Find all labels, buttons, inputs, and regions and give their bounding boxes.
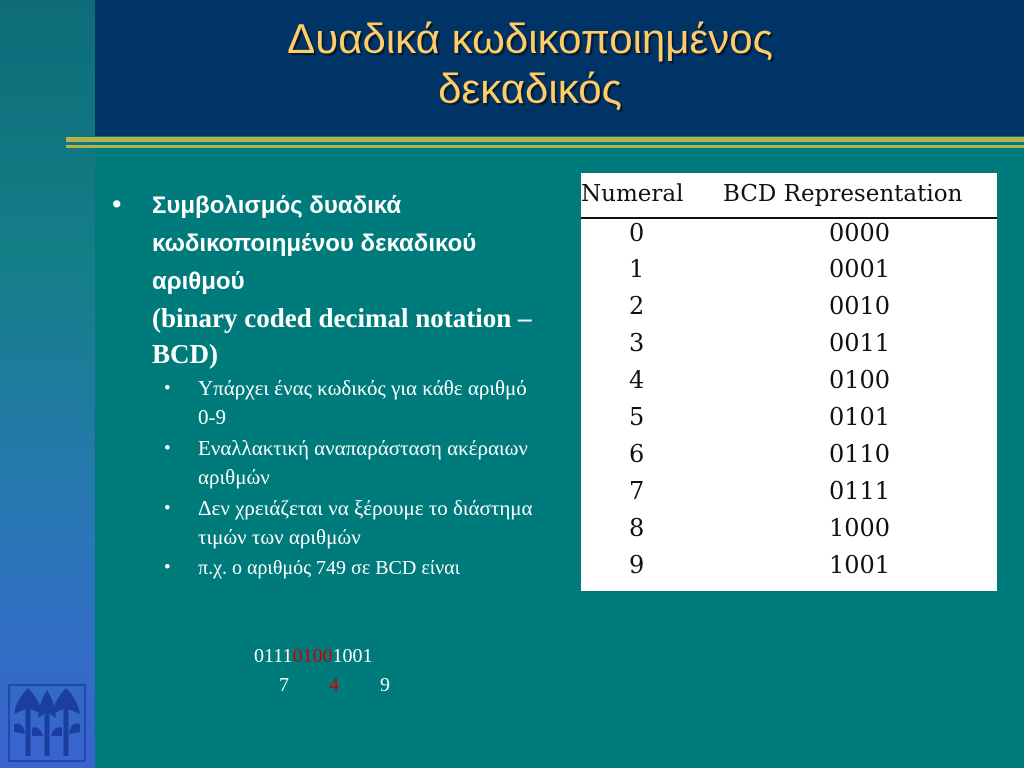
sub-bullet-marker: • bbox=[164, 498, 171, 519]
row-numeral: 6 bbox=[629, 440, 645, 468]
main-bullet-latin: (binary coded decimal notation – BCD) bbox=[152, 303, 532, 369]
table-row bbox=[581, 329, 997, 365]
header-numeral: Numeral bbox=[581, 181, 684, 207]
sub-bullet-1 bbox=[108, 374, 548, 432]
bcd-example bbox=[254, 642, 390, 700]
table-row bbox=[581, 366, 997, 402]
left-gradient-band bbox=[0, 0, 95, 768]
code-part-3: 1001 bbox=[332, 645, 373, 667]
row-bcd: 0001 bbox=[829, 255, 891, 283]
university-tree-logo-icon bbox=[8, 684, 86, 762]
table-row bbox=[581, 440, 997, 476]
sub-bullet-marker: • bbox=[164, 557, 171, 578]
table-row bbox=[581, 514, 997, 550]
title-divider-thick bbox=[66, 137, 1024, 142]
digit-3: 9 bbox=[380, 674, 390, 696]
sub-bullet-text: Δεν χρειάζεται να ξέρουμε το διάστημα τιμών των αριθμών bbox=[198, 496, 533, 549]
row-bcd: 0011 bbox=[829, 329, 891, 357]
table-row bbox=[581, 403, 997, 439]
digit-2-highlighted: 4 bbox=[329, 674, 339, 696]
row-numeral: 9 bbox=[629, 551, 645, 579]
table-row bbox=[581, 219, 997, 255]
row-numeral: 8 bbox=[629, 514, 645, 542]
sub-bullet-marker: • bbox=[164, 378, 171, 399]
slide-title bbox=[95, 14, 965, 114]
row-bcd: 0100 bbox=[829, 366, 891, 394]
code-part-1: 0111 bbox=[254, 645, 293, 667]
table-header bbox=[581, 181, 997, 217]
row-numeral: 7 bbox=[629, 477, 645, 505]
row-bcd: 0000 bbox=[829, 219, 891, 247]
row-bcd: 0101 bbox=[829, 403, 891, 431]
row-numeral: 4 bbox=[629, 366, 645, 394]
row-numeral: 0 bbox=[629, 219, 645, 247]
row-numeral: 2 bbox=[629, 292, 645, 320]
sub-bullet-2 bbox=[108, 434, 548, 492]
row-numeral: 3 bbox=[629, 329, 645, 357]
sub-bullet-text: π.χ. ο αριθμός 749 σε BCD είναι bbox=[198, 557, 461, 579]
table-row bbox=[581, 551, 997, 587]
row-bcd: 0010 bbox=[829, 292, 891, 320]
sub-bullet-marker: • bbox=[164, 438, 171, 459]
title-line-2: δεκαδικός bbox=[438, 65, 622, 112]
row-bcd: 0110 bbox=[829, 440, 891, 468]
sub-bullet-text: Υπάρχει ένας κωδικός για κάθε αριθμό 0-9 bbox=[198, 376, 527, 429]
sub-bullet-3 bbox=[108, 494, 548, 552]
sub-bullet-text: Εναλλακτική αναπαράσταση ακέραιων αριθμών bbox=[198, 436, 528, 489]
digit-1: 7 bbox=[279, 674, 289, 696]
header-bcd-representation: BCD Representation bbox=[723, 181, 963, 207]
table-row bbox=[581, 292, 997, 328]
row-bcd: 0111 bbox=[829, 477, 891, 505]
table-row bbox=[581, 255, 997, 291]
bcd-table bbox=[581, 173, 997, 591]
row-bcd: 1001 bbox=[829, 551, 891, 579]
table-row bbox=[581, 477, 997, 513]
main-bullet bbox=[108, 186, 548, 372]
row-bcd: 1000 bbox=[829, 514, 891, 542]
code-part-2-highlighted: 0100 bbox=[292, 645, 333, 667]
bullet-marker: • bbox=[112, 189, 122, 219]
main-bullet-greek: Συμβολισμός δυαδικά κωδικοποιημένου δεκαδικού αριθμού bbox=[152, 192, 477, 295]
bcd-example-code bbox=[254, 642, 373, 671]
sub-bullet-4 bbox=[108, 554, 548, 582]
title-divider-thin bbox=[66, 145, 1024, 148]
title-line-1: Δυαδικά κωδικοποιημένος bbox=[287, 15, 773, 62]
bullet-list bbox=[108, 186, 548, 582]
row-numeral: 5 bbox=[629, 403, 645, 431]
row-numeral: 1 bbox=[629, 255, 645, 283]
bcd-example-digits bbox=[254, 671, 390, 700]
